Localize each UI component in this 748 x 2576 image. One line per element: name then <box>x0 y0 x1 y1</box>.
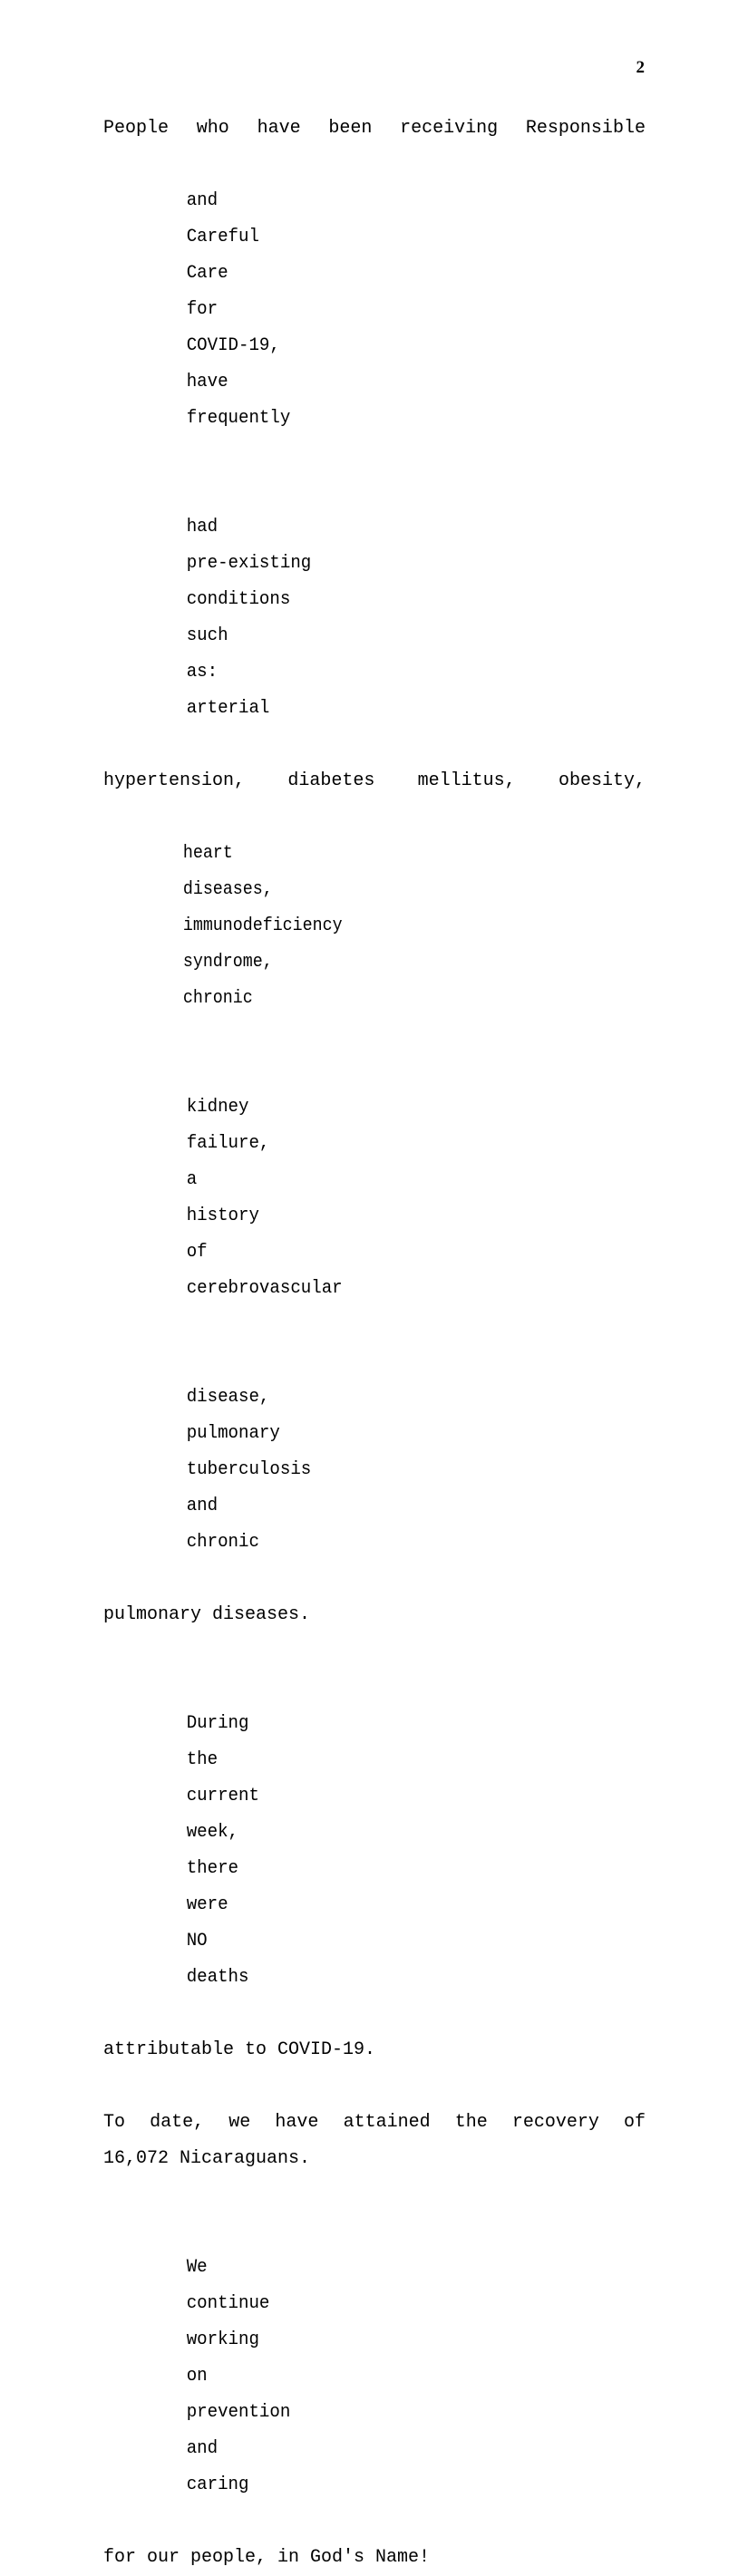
paragraph-closing <box>103 2213 646 2576</box>
text-line: had pre-existing conditions such as: arterial <box>186 517 312 719</box>
text-line: 16,072 Nicaraguans. <box>103 2148 311 2169</box>
text-line: for our people, in God's Name! <box>103 2547 431 2568</box>
text-line: hypertension, diabetes mellitus, obesity, <box>103 770 646 791</box>
text-line: kidney failure, a history of cerebrovascular <box>186 1097 343 1299</box>
paragraph-comorbidities <box>103 111 646 1633</box>
text-line: and Careful Care for COVID-19, have frequently <box>186 190 291 429</box>
text-line: To date, we have attained the recovery of <box>103 2112 646 2133</box>
document-body <box>103 111 646 2576</box>
text-line: We continue working on prevention and caring <box>186 2257 291 2495</box>
text-line: pulmonary diseases. <box>103 1604 311 1625</box>
text-line: People who have been receiving Responsible <box>103 118 646 139</box>
paragraph-recoveries <box>103 2105 646 2177</box>
page-number: 2 <box>636 58 645 77</box>
text-line: heart diseases, immunodeficiency syndrome, chronic <box>182 843 343 1009</box>
text-line: During the current week, there were NO deaths <box>186 1713 259 1988</box>
text-line: disease, pulmonary tuberculosis and chronic <box>186 1387 312 1553</box>
text-line: attributable to COVID-19. <box>103 2039 376 2060</box>
paragraph-deaths <box>103 1670 646 2068</box>
